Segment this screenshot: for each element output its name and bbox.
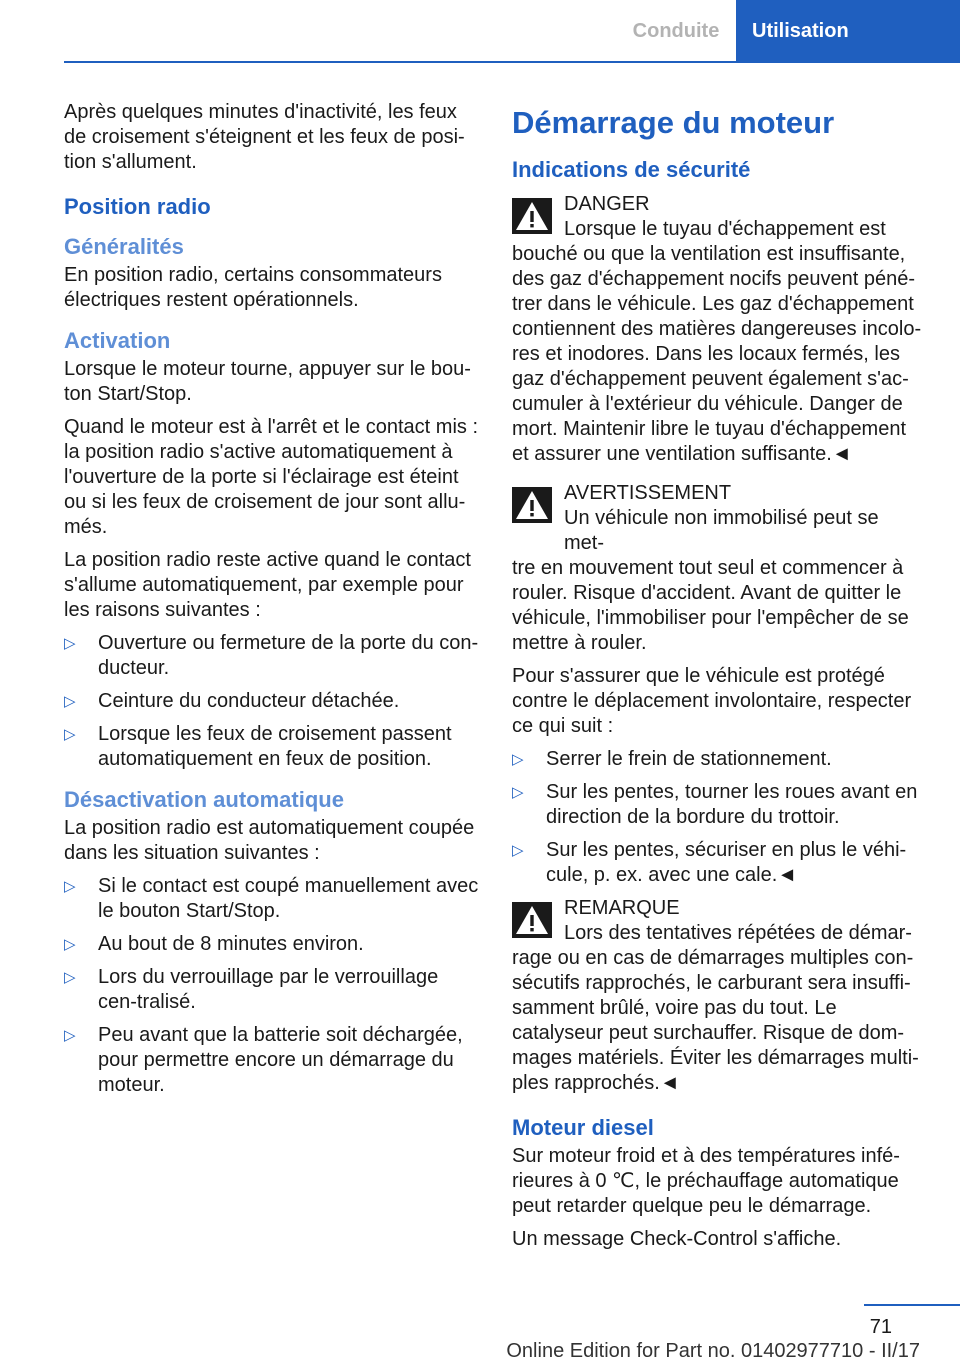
bullet-triangle-icon: ▷ bbox=[64, 693, 76, 710]
warning-triangle-icon bbox=[512, 487, 552, 523]
list-activation bbox=[64, 631, 480, 772]
warning-text: rage ou en cas de démarrages multiples con-sécutifs rapprochés, le carburant sera insuffi-samment brûlé, voire pas du tout. Le catalyseur peut surchauffer. Risque de dom-mages matériels. Éviter les démarrages multi-ples rapprochés.◄ bbox=[512, 947, 919, 1094]
list-item: ▷ Lorsque les feux de croisement passent automatiquement en feux de position. bbox=[64, 723, 452, 770]
bullet-triangle-icon: ▷ bbox=[64, 878, 76, 895]
bullet-triangle-icon: ▷ bbox=[512, 751, 524, 768]
bullet-triangle-icon: ▷ bbox=[512, 842, 524, 859]
intro-paragraph: Après quelques minutes d'inactivité, les feux de croisement s'éteignent et les feux de posi-tion s'allument. bbox=[64, 101, 465, 173]
list-item: ▷ Ouverture ou fermeture de la porte du con-ducteur. bbox=[64, 632, 479, 679]
warning-text: bouché ou que la ventilation est insuffisante, des gaz d'échappement nocifs peuvent péné-trer dans le véhicule. Les gaz d'échappement contiennent des matières dangereuses incolo-res et inodores. Dans les locaux fermés, les gaz d'échappement peuvent également s'ac-cumuler à l'extérieur du véhicule. Danger de mort. Maintenir libre le tuyau d'échappement et assurer une ventilation suffisante.◄ bbox=[512, 243, 922, 465]
bullet-triangle-icon: ▷ bbox=[64, 936, 76, 953]
list-item: ▷ Si le contact est coupé manuellement avec le bouton Start/Stop. bbox=[64, 875, 479, 922]
list-item: ▷ Sur les pentes, sécuriser en plus le véhi-cule, p. ex. avec une cale.◄ bbox=[512, 839, 907, 886]
bullet-triangle-icon: ▷ bbox=[64, 635, 76, 652]
left-column bbox=[64, 100, 480, 1106]
list-desactivation bbox=[64, 874, 480, 1098]
warning-text-first: Lors des tentatives répétées de démar- bbox=[564, 922, 912, 944]
heading-position-radio: Position radio bbox=[64, 194, 211, 219]
warning-label: REMARQUE bbox=[564, 897, 680, 919]
warning-label: DANGER bbox=[564, 193, 650, 215]
header-rule bbox=[64, 61, 960, 63]
list-item: ▷ Peu avant que la batterie soit déchargée, pour permettre encore un démarrage du moteur. bbox=[64, 1024, 463, 1096]
tab-utilisation[interactable]: Utilisation bbox=[736, 0, 960, 62]
footer-rule bbox=[864, 1304, 960, 1306]
paragraph-diesel-1: Sur moteur froid et à des températures infé-rieures à 0 ℃, le préchauffage automatique peut retarder quelque peu le démarrage. bbox=[512, 1145, 900, 1217]
bullet-triangle-icon: ▷ bbox=[512, 784, 524, 801]
warning-remarque bbox=[512, 896, 924, 1096]
warning-text-first: Un véhicule non immobilisé peut se met- bbox=[564, 507, 879, 554]
warning-avertissement bbox=[512, 481, 924, 656]
heading-activation: Activation bbox=[64, 328, 171, 353]
tab-conduite[interactable]: Conduite bbox=[616, 0, 736, 62]
paragraph-assurer: Pour s'assurer que le véhicule est protégé contre le déplacement involontaire, respecter ce qui suit : bbox=[512, 665, 912, 737]
list-assurer bbox=[512, 747, 924, 888]
warning-danger bbox=[512, 192, 924, 467]
bullet-triangle-icon: ▷ bbox=[64, 1027, 76, 1044]
list-item: ▷ Serrer le frein de stationnement. bbox=[512, 748, 832, 770]
section-tabs bbox=[616, 0, 960, 62]
list-item: ▷ Au bout de 8 minutes environ. bbox=[64, 933, 364, 955]
page-number: 71 bbox=[869, 1316, 892, 1338]
heading-demarrage-moteur: Démarrage du moteur bbox=[512, 105, 835, 140]
warning-text: tre en mouvement tout seul et commencer à rouler. Risque d'accident. Avant de quitter le véhicule, l'immobiliser pour l'empêcher de se mettre à rouler. bbox=[512, 557, 909, 654]
paragraph-diesel-2: Un message Check-Control s'affiche. bbox=[512, 1228, 842, 1250]
right-column bbox=[512, 100, 924, 1260]
edition-footer: Online Edition for Part no. 01402977710 - II/17 bbox=[506, 1340, 920, 1362]
heading-generalites: Généralités bbox=[64, 234, 184, 259]
paragraph-generalites: En position radio, certains consommateurs électriques restent opérationnels. bbox=[64, 264, 442, 311]
list-item: ▷ Sur les pentes, tourner les roues avant en direction de la bordure du trottoir. bbox=[512, 781, 918, 828]
heading-indications-securite: Indications de sécurité bbox=[512, 157, 751, 182]
warning-triangle-icon bbox=[512, 902, 552, 938]
heading-moteur-diesel: Moteur diesel bbox=[512, 1115, 654, 1140]
paragraph-activation-1: Lorsque le moteur tourne, appuyer sur le bou-ton Start/Stop. bbox=[64, 358, 471, 405]
list-item: ▷ Ceinture du conducteur détachée. bbox=[64, 690, 400, 712]
paragraph-activation-3: La position radio reste active quand le contact s'allume automatiquement, par exemple pour les raisons suivantes : bbox=[64, 549, 471, 621]
heading-desactivation: Désactivation automatique bbox=[64, 787, 344, 812]
bullet-triangle-icon: ▷ bbox=[64, 726, 76, 743]
paragraph-desactivation: La position radio est automatiquement coupée dans les situation suivantes : bbox=[64, 817, 475, 864]
warning-label: AVERTISSEMENT bbox=[564, 482, 732, 504]
warning-text-first: Lorsque le tuyau d'échappement est bbox=[564, 218, 886, 240]
bullet-triangle-icon: ▷ bbox=[64, 969, 76, 986]
list-item: ▷ Lors du verrouillage par le verrouillage cen-tralisé. bbox=[64, 966, 439, 1013]
warning-triangle-icon bbox=[512, 198, 552, 234]
paragraph-activation-2: Quand le moteur est à l'arrêt et le contact mis : la position radio s'active automatiquement à l'ouverture de la porte si l'éclairage est éteint ou si les feux de croisement de jour sont allu-més. bbox=[64, 416, 479, 538]
